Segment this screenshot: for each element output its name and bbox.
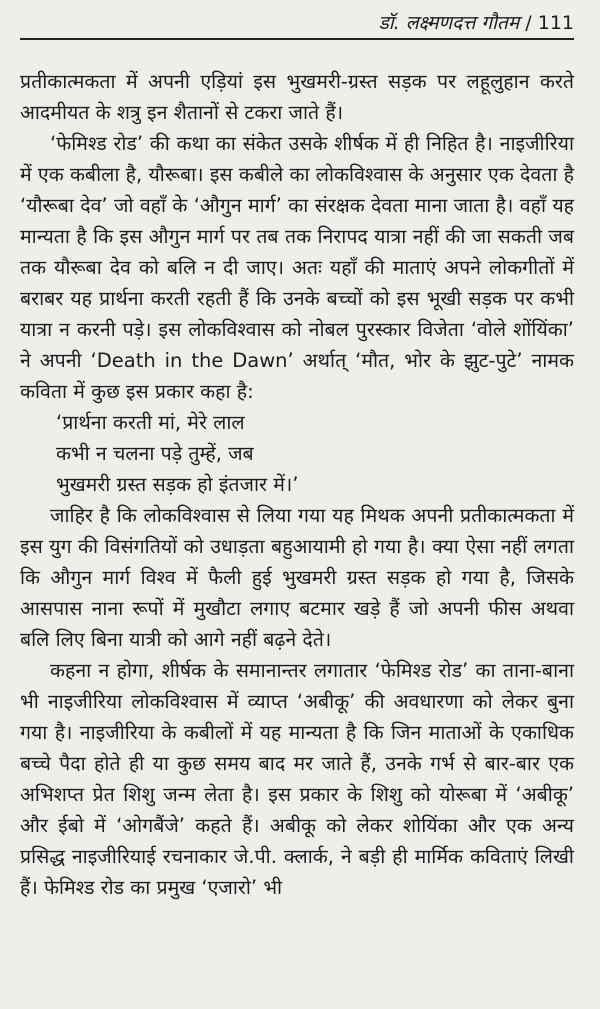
paragraph: ‘फेमिश्ड रोड’ की कथा का संकेत उसके शीर्षक में ही निहित है। नाइजीरिया में एक कबीला है, यौरूबा। इस कबीले का लोकविश्वास के अनुसार एक देवता है ‘यौरूबा देव’ जो वहाँ के ‘औगुन मार्ग’ का संरक्षक देवता माना जाता है। वहाँ यह मान्यता है कि इस औगुन मार्ग पर तब तक निरापद यात्रा नहीं की जा सकती जब तक यौरूबा देव को बलि न दी जाए। अतः यहाँ की माताएं अपने लोकगीतों में बराबर यह प्रार्थना करती रहती हैं कि उनके बच्चों को इस भूखी सड़क पर कभी यात्रा न करनी पड़े। इस लोकविश्वास को नोबल पुरस्कार विजेता ‘वोले शोंयिंका’ ने अपनी ‘Death in the Dawn’ अर्थात् ‘मौत, भोर के झुट-पुटे’ नामक कविता में कुछ इस प्रकार कहा है: [20, 132, 574, 403]
poem-quote [20, 407, 574, 500]
paragraph: कहना न होगा, शीर्षक के समानान्तर लगातार ‘फेमिश्ड रोड’ का ताना-बाना भी नाइजीरिया लोकविश्वास में व्याप्त ‘अबीकू’ की अवधारणा को लेकर बुना गया है। नाइजीरिया के कबीलों में यह मान्यता है कि जिन माताओं के एकाधिक बच्चे पैदा होते ही या कुछ समय बाद मर जाते हैं, उनके गर्भ से बार-बार एक अभिशप्त प्रेत शिशु जन्म लेता है। इस प्रकार के शिशु को योरूबा में ‘अबीकू’ और ईबो में ‘ओगबैंजे’ कहते हैं। अबीकू को लेकर शोयिंका और एक अन्य प्रसिद्ध नाइजीरियाई रचनाकार जे.पी. क्लार्क, ने बड़ी ही मार्मिक कविताएं लिखी हैं। फेमिश्ड रोड का प्रमुख ‘एजारो’ भी [20, 659, 574, 899]
header-rule [20, 38, 574, 40]
page-body [20, 66, 574, 903]
paragraph: प्रतीकात्मकता में अपनी एड़ियां इस भुखमरी-ग्रस्त सड़क पर लहूलुहान करते आदमीयत के शत्रु इन शैतानों से टकरा जाते हैं। [20, 70, 574, 124]
poem-line: ‘प्रार्थना करती मां, मेरे लाल [56, 411, 245, 434]
poem-line: भुखमरी ग्रस्त सड़क हो इंतजार में।’ [56, 473, 299, 496]
running-header [20, 10, 574, 36]
header-separator: / [525, 12, 532, 34]
poem-line: कभी न चलना पड़े तुम्हें, जब [56, 442, 254, 465]
page-number: 111 [537, 12, 574, 34]
header-author: डॉ. लक्ष्मणदत्त गौतम [378, 12, 520, 34]
paragraph: जाहिर है कि लोकविश्वास से लिया गया यह मिथक अपनी प्रतीकात्मकता में इस युग की विसंगतियों को उधाड़ता बहुआयामी हो गया है। क्या ऐसा नहीं लगता कि औगुन मार्ग विश्व में फैली हुई भुखमरी ग्रस्त सड़क हो गया है, जिसके आसपास नाना रूपों में मुखौटा लगाए बटमार खड़े हैं जो अपनी फीस अथवा बलि लिए बिना यात्री को आगे नहीं बढ़ने देते। [20, 504, 574, 651]
